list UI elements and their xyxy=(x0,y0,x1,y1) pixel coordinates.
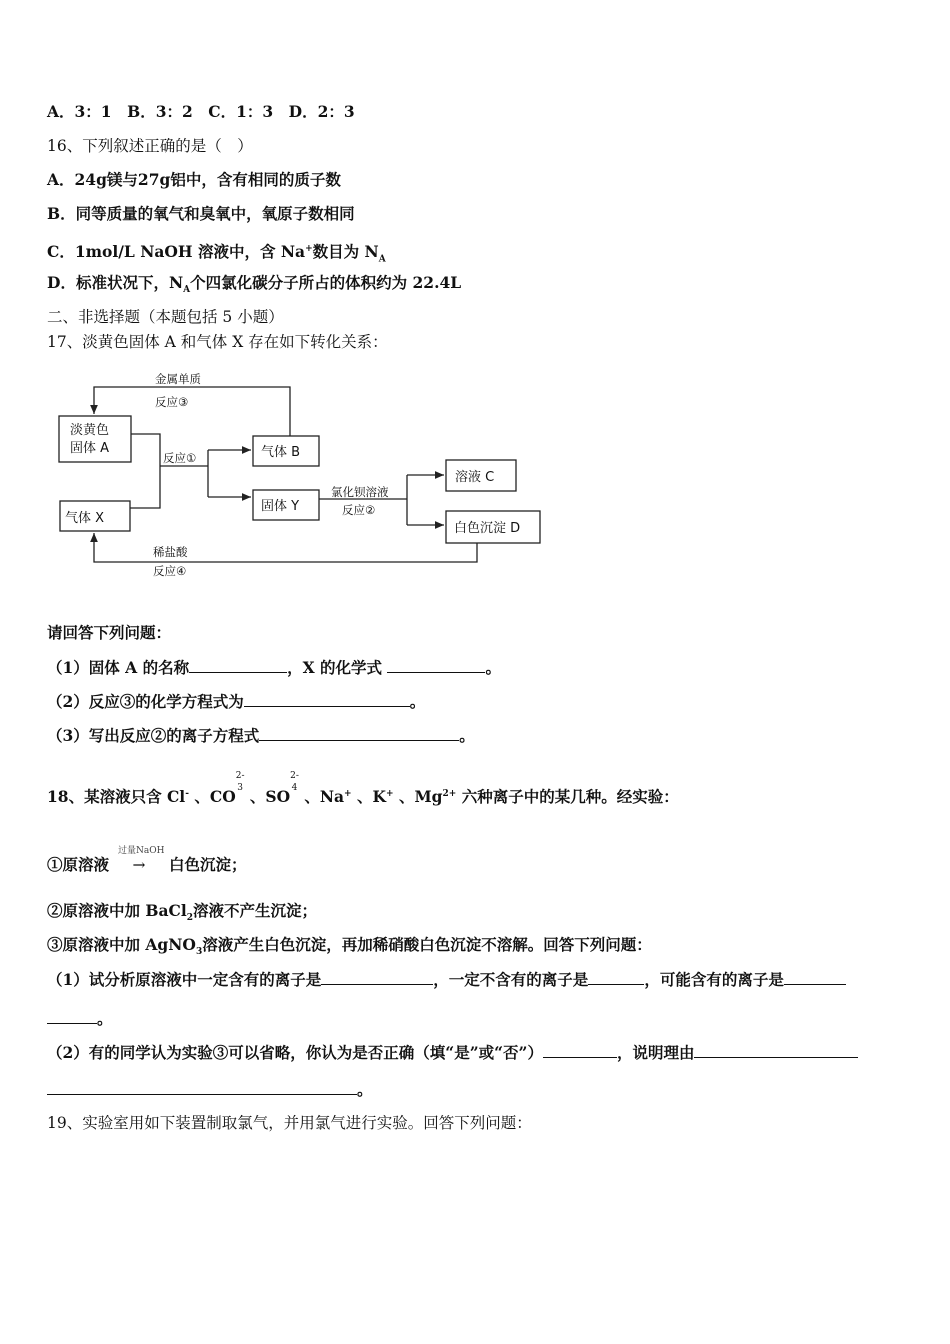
box-c-label: 溶液 C xyxy=(455,470,495,485)
ion-charge: + xyxy=(344,789,352,799)
q18-exp1 xyxy=(47,855,247,875)
answer-blank[interactable] xyxy=(694,1042,858,1058)
separator: 、 xyxy=(249,787,266,807)
q17-reaction-diagram xyxy=(52,372,552,582)
q18-p2-end: 。 xyxy=(357,1080,373,1099)
arrow-condition-label: 过量NaOH xyxy=(118,846,165,856)
answer-blank[interactable] xyxy=(543,1042,617,1058)
q16-option-d xyxy=(47,273,461,300)
separator: 、 xyxy=(304,787,320,807)
q17-part2 xyxy=(47,691,425,712)
separator: 、 xyxy=(194,787,210,807)
separator: 、 xyxy=(398,787,415,807)
separator: 、 xyxy=(357,787,373,807)
q18-exp3 xyxy=(47,935,652,962)
box-b-label: 气体 B xyxy=(261,445,301,460)
q18-p1-text-b: ，一定不含有的离子是 xyxy=(433,970,589,989)
ion-subscript: 4 xyxy=(291,783,298,793)
q18-stem-end: 六种离子中的某几种。经实验： xyxy=(461,787,679,807)
answer-blank[interactable] xyxy=(588,969,644,985)
answer-blank[interactable] xyxy=(784,969,846,985)
answer-blank[interactable] xyxy=(321,969,433,985)
ion-charge: 2+ xyxy=(442,789,457,799)
reaction-1-label: 反应① xyxy=(163,451,197,465)
q18-p2-text-b: ，说明理由 xyxy=(616,1043,695,1062)
q18-stem xyxy=(47,771,679,807)
q17-p3-end: 。 xyxy=(459,726,475,745)
q18-p1-text: （1）试分析原溶液中一定含有的离子是 xyxy=(47,970,322,989)
ion-subscript: 3 xyxy=(237,783,243,793)
arrow-icon: → xyxy=(132,856,146,874)
bottom-reagent-label: 稀盐酸 xyxy=(153,545,188,559)
answer-blank[interactable] xyxy=(387,657,485,673)
q17-p2-text: （2）反应③的化学方程式为 xyxy=(47,692,244,711)
q17-p1-text: （1）固体 A 的名称 xyxy=(47,658,190,677)
ion-carbonate: CO xyxy=(209,787,236,807)
ion-charge: - xyxy=(185,789,189,799)
reagent-bacl2-label: 氯化钡溶液 xyxy=(331,485,389,499)
q17-stem: 17、淡黄色固体 A 和气体 X 存在如下转化关系： xyxy=(47,333,388,351)
q16-d-sub: A xyxy=(183,285,191,296)
section-heading: 二、非选择题（本题包括 5 小题） xyxy=(47,308,284,326)
q19-stem: 19、实验室用如下装置制取氯气，并用氯气进行实验。回答下列问题： xyxy=(47,1114,532,1132)
answer-blank[interactable] xyxy=(47,1008,97,1024)
exp2-result: 溶液不产生沉淀； xyxy=(193,901,318,920)
box-d-label: 白色沉淀 D xyxy=(454,521,521,536)
exp3-result: 溶液产生白色沉淀，再加稀硝酸白色沉淀不溶解。回答下列问题： xyxy=(202,935,652,954)
ion-charge: + xyxy=(386,789,394,799)
answer-blank[interactable] xyxy=(244,691,410,707)
q18-stem-text: 18、某溶液只含 Cl xyxy=(47,787,186,807)
ion-potassium: K xyxy=(372,787,386,807)
exp1-result: 白色沉淀； xyxy=(169,855,247,874)
reaction-4-label: 反应④ xyxy=(153,564,187,578)
answer-blank[interactable] xyxy=(189,657,287,673)
ion-sodium: Na xyxy=(319,787,345,807)
answer-blank[interactable] xyxy=(259,725,459,741)
exp3-sub: 3 xyxy=(195,947,203,958)
q16-d-post: 个四氯化碳分子所占的体积约为 22.4L xyxy=(190,273,462,292)
q16-option-a: A．24g镁与27g铝中，含有相同的质子数 xyxy=(47,170,341,189)
q16-c-sup: + xyxy=(305,244,313,254)
box-a-label-2: 固体 A xyxy=(70,441,110,456)
q16-stem: 16、下列叙述正确的是（ ） xyxy=(47,137,253,155)
q17-prompt: 请回答下列问题： xyxy=(47,623,172,642)
q18-exp2 xyxy=(47,901,317,928)
q17-p2-end: 。 xyxy=(409,692,426,711)
exp2-sub: 2 xyxy=(186,913,194,924)
exp2-text: ②原溶液中加 BaCl xyxy=(47,901,187,920)
reaction-2-label: 反应② xyxy=(342,503,376,517)
ion-charge: 2- xyxy=(235,771,245,781)
q16-option-b: B．同等质量的氧气和臭氧中，氧原子数相同 xyxy=(47,204,355,223)
exp3-text: ③原溶液中加 AgNO xyxy=(47,935,196,954)
q17-part3 xyxy=(47,725,475,746)
ion-magnesium: Mg xyxy=(414,787,443,807)
q16-option-c xyxy=(47,239,386,269)
q18-p2-text: （2）有的同学认为实验③可以省略，你认为是否正确（填“是”或“否”） xyxy=(47,1043,543,1062)
box-x-label: 气体 X xyxy=(65,511,105,526)
q17-p1-end: 。 xyxy=(485,658,501,677)
top-reaction-label: 反应③ xyxy=(155,395,189,409)
q18-p1-text-c: ，可能含有的离子是 xyxy=(644,970,784,989)
answer-blank[interactable] xyxy=(47,1079,357,1095)
q18-part1-cont xyxy=(47,1008,113,1029)
q16-d-text: D．标准状况下，N xyxy=(47,273,184,292)
q16-c-sub: A xyxy=(378,254,386,265)
q18-part1 xyxy=(47,969,846,990)
ion-sulfate: SO xyxy=(265,787,291,807)
q16-c-text: C．1mol/L NaOH 溶液中，含 Na xyxy=(47,242,306,262)
q18-part2 xyxy=(47,1042,858,1063)
q17-part1 xyxy=(47,657,501,678)
q17-p3-text: （3）写出反应②的离子方程式 xyxy=(47,726,260,745)
q15-options: A．3：1 B．3：2 C．1：3 D．2：3 xyxy=(47,102,355,121)
box-y-label: 固体 Y xyxy=(261,499,300,514)
q17-p1-text-b: ，X 的化学式 xyxy=(287,658,383,677)
exp1-text: ①原溶液 xyxy=(47,855,110,874)
q18-p1-end: 。 xyxy=(97,1009,113,1028)
q18-part2-cont xyxy=(47,1079,373,1100)
q16-c-mid: 数目为 N xyxy=(312,242,379,262)
box-a-label-1: 淡黄色 xyxy=(70,423,110,438)
top-reagent-label: 金属单质 xyxy=(155,372,201,386)
ion-charge: 2- xyxy=(290,771,299,781)
